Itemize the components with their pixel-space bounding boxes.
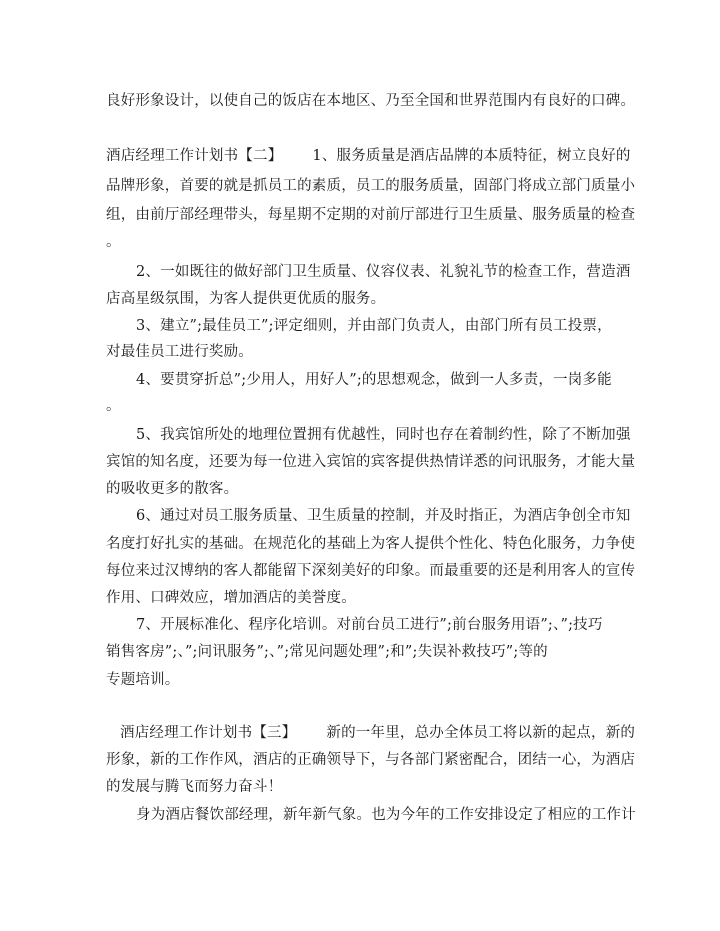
section-heading-line bbox=[120, 723, 640, 743]
paragraph-line: 店高星级氛围，为客人提供更优质的服务。 bbox=[106, 291, 386, 307]
section-heading-3: 酒店经理工作计划书【三】 bbox=[120, 725, 297, 741]
paragraph-line: 2、一如既往的做好部门卫生质量、仪容仪表、礼貌礼节的检查工作，营造酒 bbox=[136, 264, 631, 280]
paragraph-line: 宾馆的知名度，还要为每一位进入宾馆的宾客提供热情详悉的问讯服务，才能大量 bbox=[106, 454, 636, 470]
paragraph-line: 专题培训。 bbox=[106, 672, 180, 688]
section-heading-line bbox=[106, 146, 631, 166]
paragraph-line: 组，由前厅部经理带头，每星期不定期的对前厅部进行卫生质量、服务质量的检查 bbox=[106, 207, 636, 223]
paragraph-line: 。 bbox=[106, 398, 121, 414]
paragraph-line: 名度打好扎实的基础。在规范化的基础上为客人提供个性化、特色化服务，力争使 bbox=[106, 536, 636, 552]
paragraph-line: 销售客房”;、”;问讯服务”;、”;常见问题处理”;和”;失误补救技巧”;等的 bbox=[106, 644, 548, 660]
paragraph-line: 的吸收更多的散客。 bbox=[106, 481, 239, 497]
paragraph-line: 作用、口碑效应，增加酒店的美誉度。 bbox=[106, 590, 356, 606]
paragraph-line: 良好形象设计，以使自己的饭店在本地区、乃至全国和世界范围内有良好的口碑。 bbox=[106, 93, 636, 109]
paragraph-line: 7、开展标准化、程序化培训。对前台员工进行”;前台服务用语”;、”;技巧 bbox=[136, 617, 603, 633]
paragraph-line: 4、要贯穿折总”;少用人，用好人”;的思想观念，做到一人多责，一岗多能 bbox=[136, 372, 612, 388]
paragraph-line: 6、通过对员工服务质量、卫生质量的控制，并及时指正，为酒店争创全市知 bbox=[136, 508, 631, 524]
paragraph-line: 每位来过汉博纳的客人都能留下深刻美好的印象。而最重要的还是利用客人的宣传 bbox=[106, 563, 636, 579]
paragraph-item-1-start: 1、服务质量是酒店品牌的本质特征，树立良好的 bbox=[312, 148, 631, 164]
paragraph-line: 。 bbox=[106, 234, 121, 250]
paragraph-line: 形象，新的工作作风，酒店的正确领导下，与各部门紧密配合，团结一心，为酒店 bbox=[106, 752, 636, 768]
paragraph-line: 3、建立”;最佳员工”;评定细则，并由部门负责人，由部门所有员工投票， bbox=[136, 318, 612, 334]
paragraph-line: 的发展与腾飞而努力奋斗！ bbox=[106, 779, 283, 795]
paragraph-line: 5、我宾馆所处的地理位置拥有优越性，同时也存在着制约性，除了不断加强 bbox=[136, 427, 631, 443]
paragraph-line: 品牌形象，首要的就是抓员工的素质，员工的服务质量，固部门将成立部门质量小 bbox=[106, 178, 636, 194]
paragraph-line: 身为酒店餐饮部经理，新年新气象。也为今年的工作安排设定了相应的工作计 bbox=[136, 807, 636, 823]
paragraph-start: 新的一年里，总办全体员工将以新的起点，新的 bbox=[326, 725, 636, 741]
section-heading-2: 酒店经理工作计划书【二】 bbox=[106, 148, 283, 164]
paragraph-line: 对最佳员工进行奖励。 bbox=[106, 344, 253, 360]
